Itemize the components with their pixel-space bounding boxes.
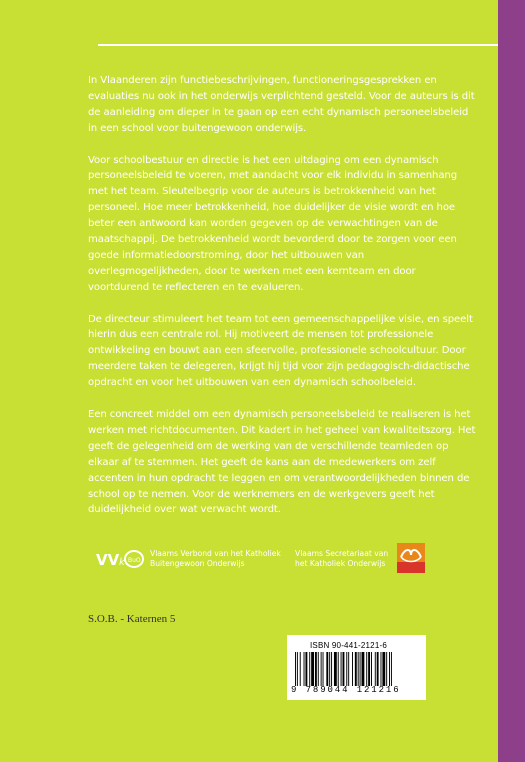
vsko-name — [295, 549, 405, 568]
paragraph-2: Voor schoolbestuur en directie is het een uitdaging om een dynamisch personeelsbeleid te voeren, met aandacht voor elk individu in samenhang met het team. Sleutelbegrip voor de auteurs is betrokkenheid van het personeel. Hoe meer betrokkenheid, hoe duidelijker de visie wordt en hoe beter een antwoord kan worden gegeven op de verwachtingen van de maatschappij. De betrokkenheid wordt bevorderd door te zorgen voor een goede informatiedoorstroming, door het uitbouwen van overlegmogelijkheden, door te werken met een kernteam en door voortdurend te reflecteren en te evalueren. — [88, 154, 458, 293]
vsko-logo-icon — [397, 543, 425, 573]
vsko-name-line-1: Vlaams Secretariaat van — [295, 549, 389, 558]
vvkbuo-logo-icon — [95, 545, 145, 573]
paragraph-3: De directeur stimuleert het team tot een gemeenschappelijke visie, en speelt hierin dus een centrale rol. Hij motiveert de mensen tot professionele ontwikkeling en bouwt aan een sfeervolle, professionele schoolcultuur. Door meerdere taken te delegeren, krijgt hij tijd voor zijn pedagogisch-didactische opdracht en voor het uitbouwen van een dynamisch schoolbeleid. — [88, 313, 473, 389]
vsko-name-line-2: het Katholiek Onderwijs — [295, 558, 386, 568]
svg-text:BuO: BuO — [128, 557, 141, 564]
vvkbuo-name-line-2: Buitengewoon Onderwijs — [150, 558, 245, 568]
series-title: S.O.B. - Katernen 5 — [88, 613, 176, 625]
back-cover-text — [88, 73, 476, 534]
vvkbuo-name-line-1: Vlaams Verbond van het Katholiek — [150, 549, 281, 558]
barcode-bars-icon — [293, 652, 420, 688]
publisher-logos — [95, 543, 485, 579]
paragraph-1: In Vlaanderen zijn functiebeschrijvingen, functioneringsgesprekken en evaluaties nu ook in het onderwijs verplichtend gesteld. Voor de auteurs is dit de aanleiding om dieper in te gaan op een echt dynamisch personeelsbeleid in een school voor buitengewoon onderwijs. — [88, 75, 475, 134]
svg-text:VV: VV — [96, 551, 120, 569]
top-divider — [98, 44, 498, 46]
barcode-digits: 9 789044 121216 — [291, 685, 401, 695]
isbn-barcode — [287, 635, 426, 700]
paragraph-4: Een concreet middel om een dynamisch personeelsbeleid te realiseren is het werken met richtdocumenten. Dit kadert in het geheel van kwaliteitszorg. Het geeft de gelegenheid om de werking van de verschillende teamleden op elkaar af te stemmen. Het geeft de kans aan de medewerkers om zelf accenten in hun opdracht te leggen en om verantwoordelijkheden binnen de school op te nemen. Voor de werknemers en de werkgevers geeft het duidelijkheid over wat verwacht wordt. — [88, 408, 476, 516]
isbn-number: ISBN 90-441-2121-6 — [310, 641, 387, 650]
vvkbuo-name — [150, 549, 295, 568]
book-spine — [498, 0, 525, 762]
svg-text:k: k — [119, 557, 125, 568]
